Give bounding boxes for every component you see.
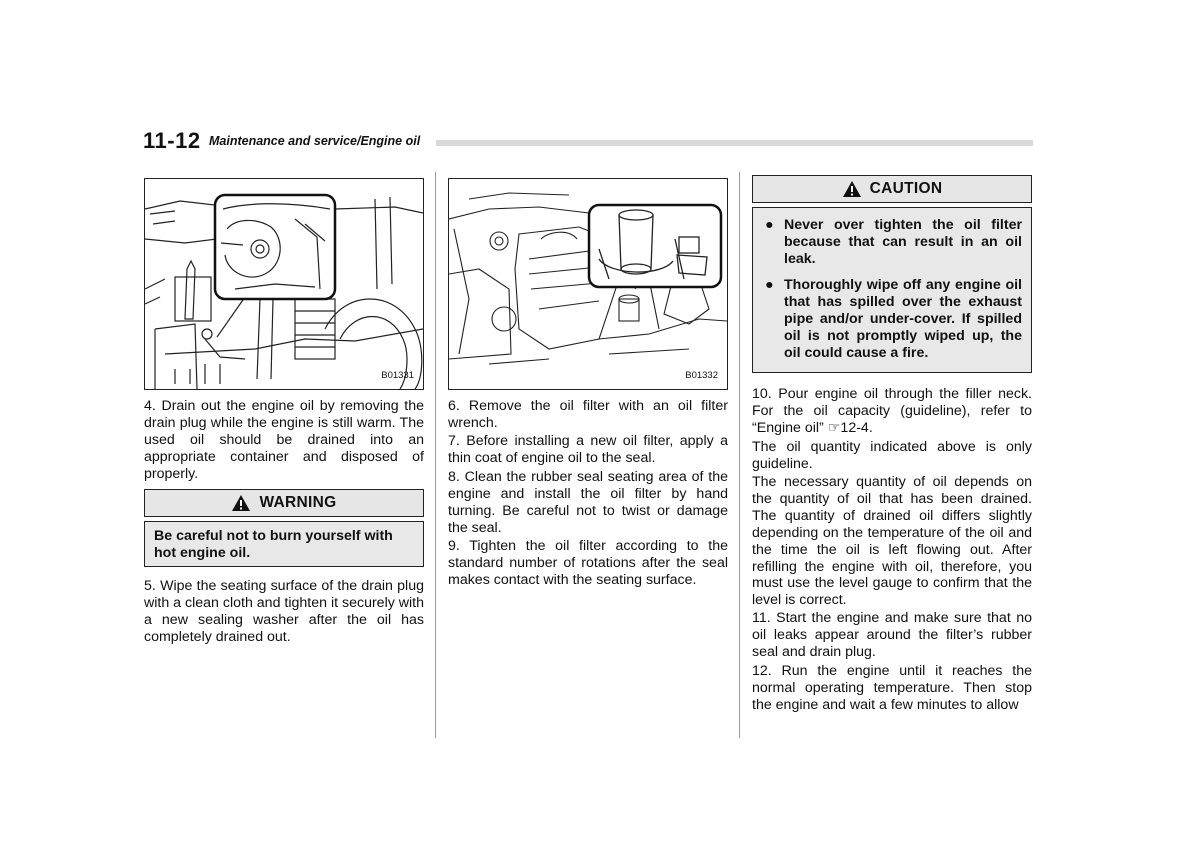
page-header — [143, 128, 1033, 152]
drain-plug-illustration — [144, 178, 424, 390]
caution-item-text: Never over tighten the oil filter because that can result in an oil leak. — [784, 217, 1022, 267]
header-rule — [436, 140, 1033, 146]
step-4: 4. Drain out the engine oil by removing the drain plug while the engine is still warm. The used oil should be drained into an appropriate container and disposed of properly. — [144, 398, 424, 482]
step-10: 10. Pour engine oil through the filler neck. For the oil capacity (guideline), refer to “Engine oil” ☞12-4. — [752, 386, 1032, 436]
section-title: Maintenance and service/Engine oil — [209, 134, 421, 148]
step-12: 12. Run the engine until it reaches the normal operating temperature. Then stop the engine and wait a few minutes to allow — [752, 663, 1032, 713]
caution-item — [762, 217, 1022, 268]
step-11: 11. Start the engine and make sure that no oil leaks appear around the filter’s rubber seal and drain plug. — [752, 610, 1032, 660]
caution-label: CAUTION — [869, 180, 943, 197]
caution-item — [762, 277, 1022, 362]
warning-icon — [842, 180, 862, 198]
step-8: 8. Clean the rubber seal seating area of the engine and install the oil filter by hand turning. Be careful not to twist or damage the seal. — [448, 469, 728, 536]
note-guideline: The oil quantity indicated above is only guideline. — [752, 439, 1032, 472]
figure-code: B01332 — [685, 370, 718, 381]
bullet-icon: ● — [765, 277, 774, 293]
step-5: 5. Wipe the seating surface of the drain plug with a clean cloth and tighten it securely with a new sealing washer after the oil has completely drained out. — [144, 578, 424, 645]
warning-label: WARNING — [259, 494, 337, 511]
caution-header — [752, 175, 1032, 203]
figure-code: B01331 — [381, 370, 414, 381]
column-divider — [435, 172, 436, 738]
caution-list — [753, 208, 1031, 375]
step-9: 9. Tighten the oil filter according to the standard number of rotations after the seal makes contact with the seating surface. — [448, 538, 728, 588]
warning-header — [144, 489, 424, 517]
bullet-icon: ● — [765, 217, 774, 233]
note-oil-quantity: The necessary quantity of oil depends on the quantity of oil that has been drained. The quantity of drained oil differs slightly depending on the temperature of the oil and the time the oil is left flowing out. After refilling the engine with oil, therefore, you must use the level gauge to confirm that the level is correct. — [752, 474, 1032, 609]
step-7: 7. Before installing a new oil filter, apply a thin coat of engine oil to the seal. — [448, 433, 728, 466]
page-number: 11-12 — [143, 128, 201, 153]
warning-icon — [231, 494, 251, 512]
step-6: 6. Remove the oil filter with an oil filter wrench. — [448, 398, 728, 431]
column-divider — [739, 172, 740, 738]
warning-box — [144, 521, 424, 567]
caution-box — [752, 207, 1032, 373]
oil-filter-illustration — [448, 178, 728, 390]
caution-item-text: Thoroughly wipe off any engine oil that has spilled over the exhaust pipe and/or under-cover. If spilled oil is not promptly wiped up, the oil could cause a fire. — [784, 277, 1022, 361]
warning-text: Be careful not to burn yourself with hot engine oil. — [154, 528, 393, 561]
